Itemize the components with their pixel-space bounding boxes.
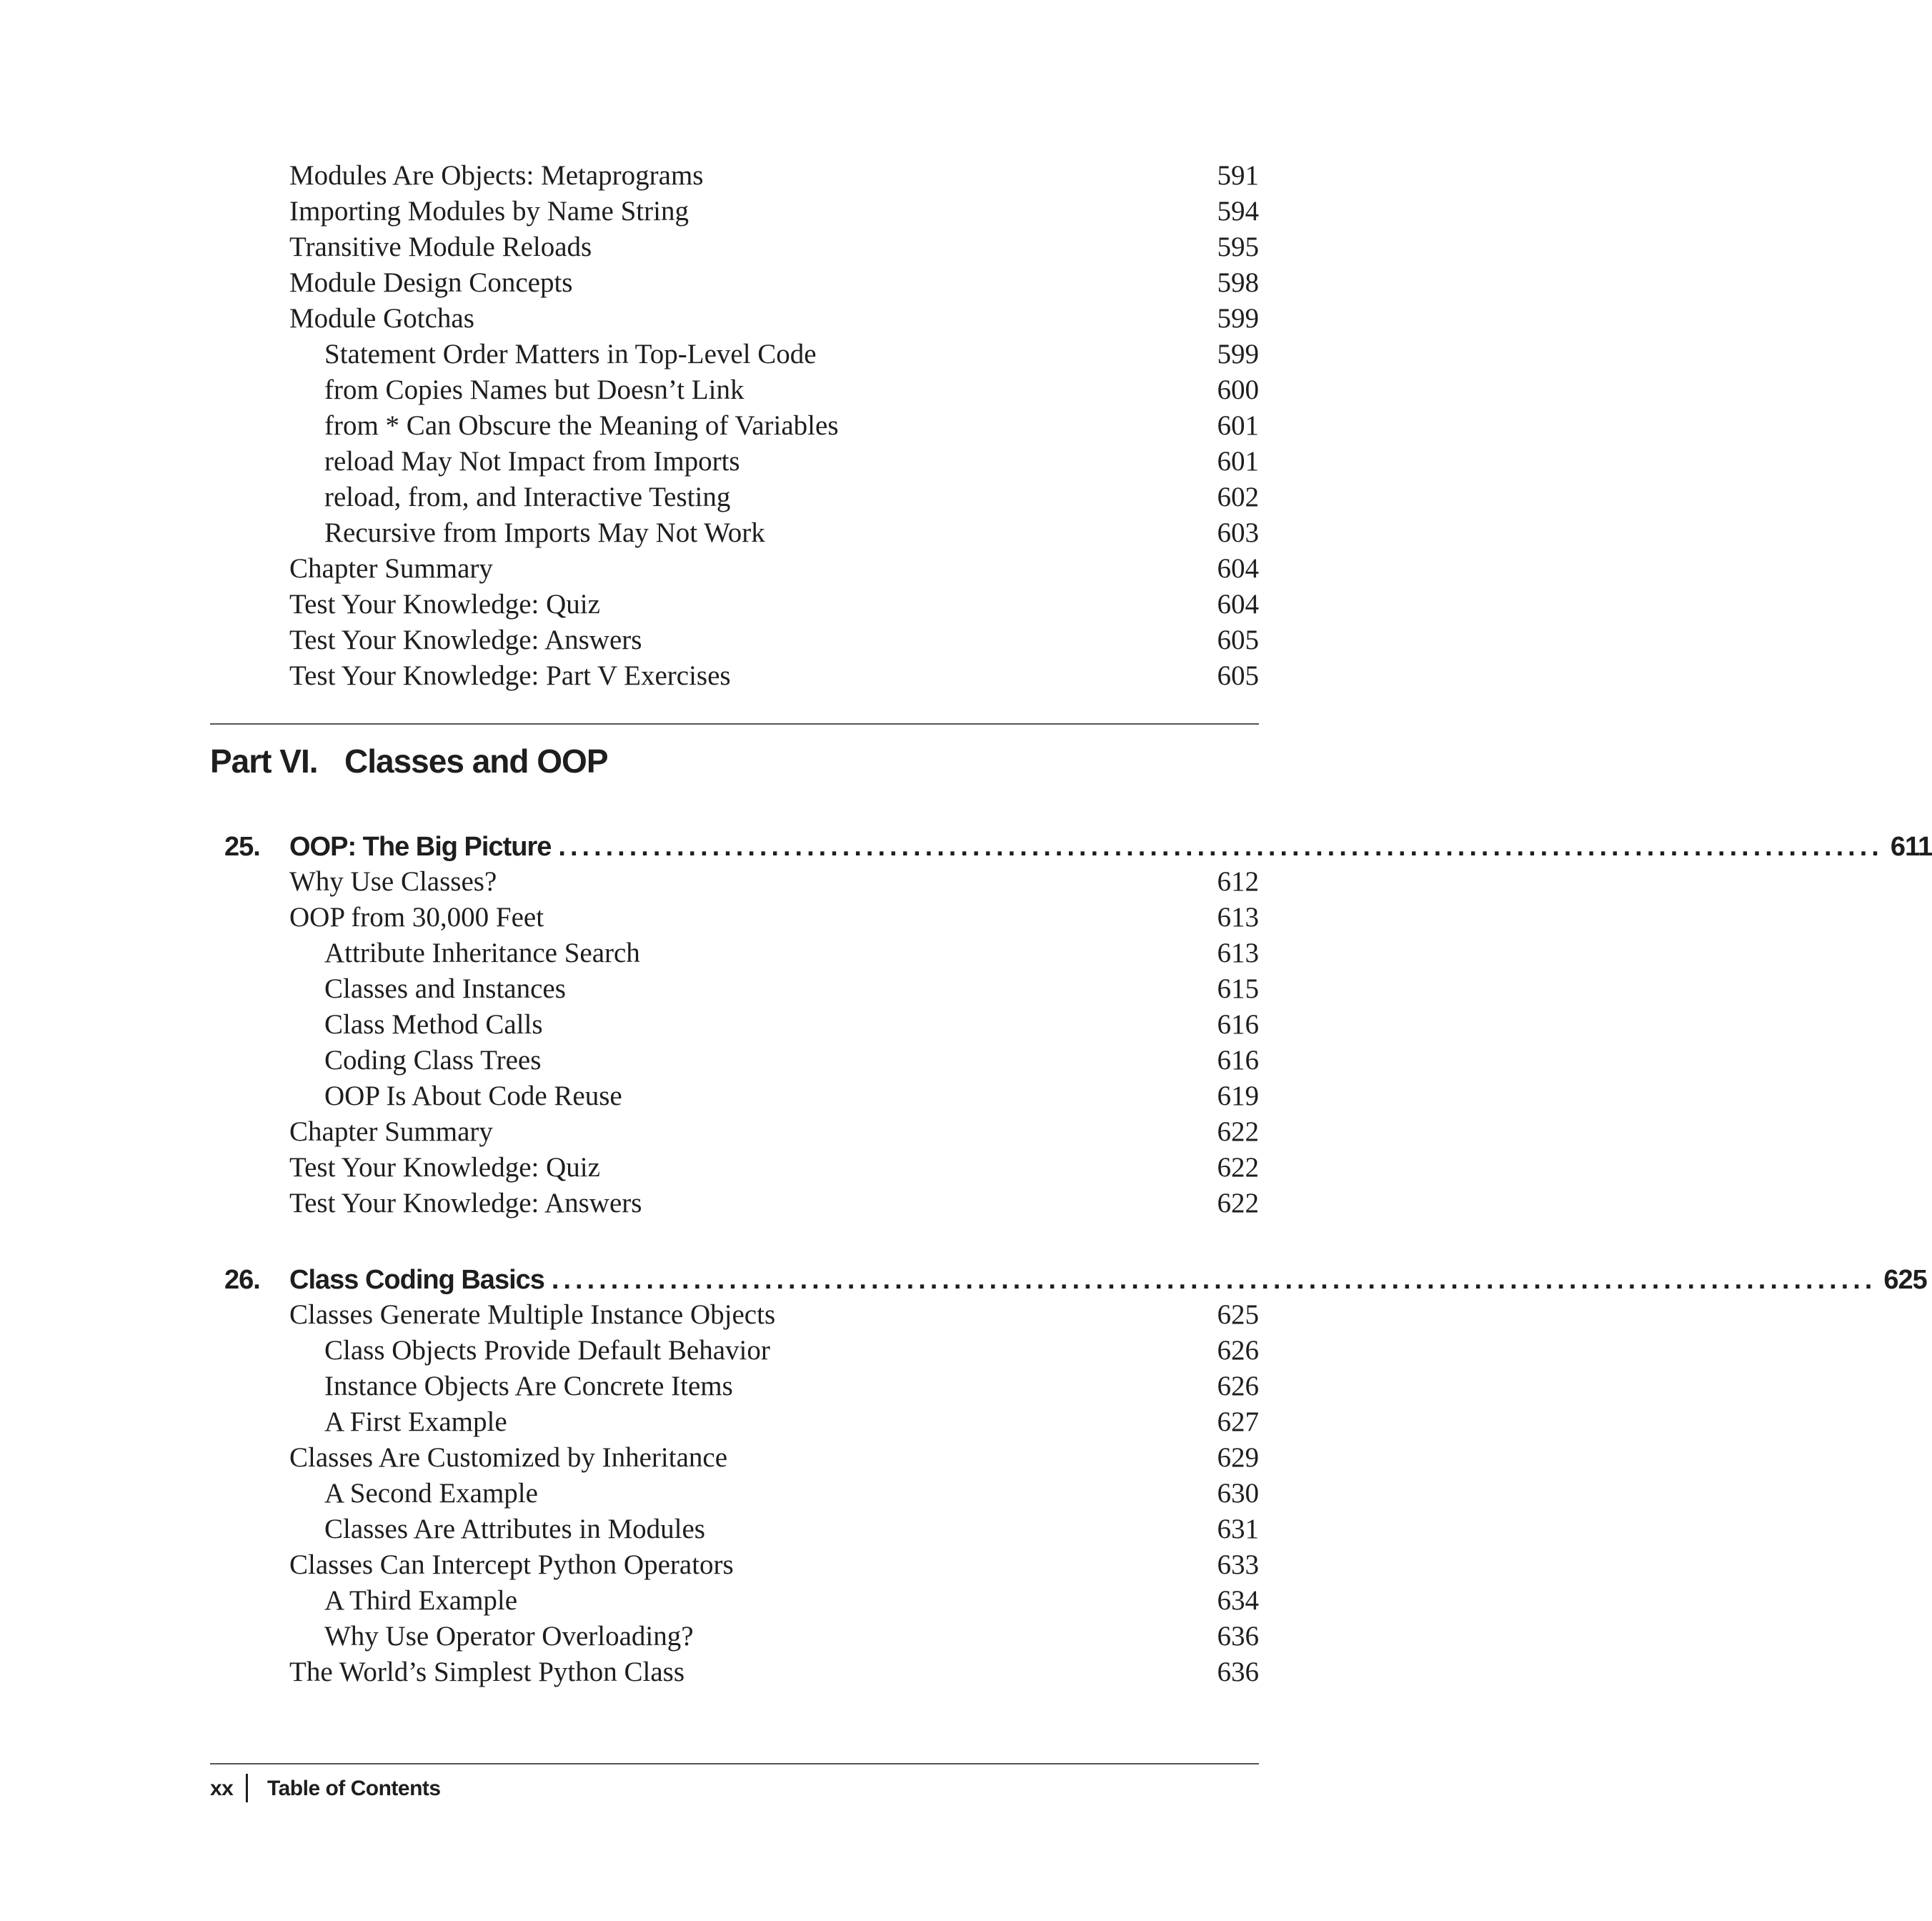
toc-entry[interactable] [289,1297,1259,1333]
page-folio: xx [210,1777,234,1800]
toc-entry-page: 622 [1217,1116,1259,1147]
toc-entry-title: Coding Class Trees [324,1045,542,1076]
toc-entry-page: 625 [1217,1299,1259,1330]
toc-entry-page: 627 [1217,1406,1259,1437]
toc-entry-page: 613 [1217,938,1259,968]
toc-entry-title: Classes Can Intercept Python Operators [289,1549,734,1580]
toc-entry-page: 605 [1217,625,1259,655]
running-title: Table of Contents [267,1777,441,1800]
toc-entry-title: A Second Example [324,1478,538,1509]
toc-entry-page: 602 [1217,482,1259,512]
toc-entry-title: OOP Is About Code Reuse [324,1081,622,1111]
toc-entry-title: reload, from, and Interactive Testing [324,482,731,512]
toc-entry-page: 598 [1217,267,1259,298]
toc-entry-page: 599 [1217,303,1259,334]
toc-subentry[interactable] [324,971,1259,1007]
toc-entry-page: 626 [1217,1335,1259,1366]
toc-entry-page: 600 [1217,374,1259,405]
toc-entry-page: 616 [1217,1045,1259,1076]
toc-entry-title: Class Method Calls [324,1009,543,1040]
toc-entry-title: Module Design Concepts [289,267,573,298]
toc-entry[interactable] [289,1547,1259,1583]
toc-entry-page: 604 [1217,553,1259,584]
toc-entry-title: The World’s Simplest Python Class [289,1657,685,1687]
toc-entry-page: 591 [1217,160,1259,191]
chapter-heading-25[interactable] [210,827,1932,867]
toc-entry-title: Classes and Instances [324,973,566,1004]
toc-entry-page: 616 [1217,1009,1259,1040]
chapter-page: 625 [1883,1265,1927,1295]
toc-entry-title: Transitive Module Reloads [289,232,592,262]
toc-entry[interactable] [289,265,1259,301]
chapter-heading-26[interactable] [210,1260,1927,1300]
toc-subentry[interactable] [324,515,1259,551]
toc-entry-page: 603 [1217,517,1259,548]
toc-entry[interactable] [289,864,1259,900]
toc-entry[interactable] [289,158,1259,194]
toc-entry-title: OOP from 30,000 Feet [289,902,544,933]
toc-entry[interactable] [289,229,1259,265]
toc-entry[interactable] [289,622,1259,658]
toc-entry-page: 599 [1217,339,1259,369]
toc-subentry[interactable] [324,444,1259,480]
chapter-title: Class Coding Basics [289,1265,544,1295]
toc-entry-title: Recursive from Imports May Not Work [324,517,765,548]
toc-entry-title: Module Gotchas [289,303,474,334]
toc-entry[interactable] [289,900,1259,935]
toc-entry-title: Why Use Classes? [289,866,497,897]
toc-entry-page: 601 [1217,446,1259,477]
toc-subentry[interactable] [324,408,1259,444]
toc-subentry[interactable] [324,1333,1259,1369]
toc-subentry[interactable] [324,1043,1259,1078]
dot-leader: ................................................................................................................ [551,1265,1877,1295]
toc-entry-title: from Copies Names but Doesn’t Link [324,374,745,405]
toc-entry-page: 631 [1217,1514,1259,1544]
chapter-number: 26. [224,1265,260,1295]
part-label: Part VI. [210,743,318,780]
toc-entry-page: 615 [1217,973,1259,1004]
toc-subentry[interactable] [324,1404,1259,1440]
toc-entry-page: 594 [1217,196,1259,227]
toc-entry-page: 634 [1217,1585,1259,1616]
toc-entry[interactable] [289,301,1259,337]
toc-entry-page: 636 [1217,1657,1259,1687]
dot-leader: ................................................................................................................ [558,832,1883,862]
toc-entry-page: 622 [1217,1152,1259,1183]
toc-entry-title: Class Objects Provide Default Behavior [324,1335,770,1366]
toc-entry-page: 601 [1217,410,1259,441]
toc-entry-page: 619 [1217,1081,1259,1111]
toc-subentry[interactable] [324,1583,1259,1619]
toc-entry[interactable] [289,1654,1259,1690]
toc-entry-page: 604 [1217,589,1259,620]
toc-subentry[interactable] [324,337,1259,372]
toc-entry-page: 626 [1217,1371,1259,1401]
toc-entry-title: Test Your Knowledge: Quiz [289,589,600,620]
toc-entry-page: 633 [1217,1549,1259,1580]
toc-entry-page: 595 [1217,232,1259,262]
toc-entry[interactable] [289,1114,1259,1150]
toc-entry-title: Importing Modules by Name String [289,196,689,227]
toc-subentry[interactable] [324,1078,1259,1114]
toc-entry-page: 636 [1217,1621,1259,1652]
chapter-page: 611 [1890,832,1932,862]
toc-entry-title: Classes Generate Multiple Instance Objects [289,1299,776,1330]
toc-subentry[interactable] [324,1007,1259,1043]
toc-entry-page: 622 [1217,1188,1259,1218]
toc-entry-page: 629 [1217,1442,1259,1473]
toc-entry[interactable] [289,551,1259,587]
toc-subentry[interactable] [324,1512,1259,1547]
toc-subentry[interactable] [324,1619,1259,1654]
toc-entry-page: 612 [1217,866,1259,897]
toc-entry[interactable] [289,194,1259,229]
footer-divider [210,1763,1259,1764]
toc-entry-title: Why Use Operator Overloading? [324,1621,694,1652]
toc-entry-title: Test Your Knowledge: Answers [289,625,642,655]
chapter-title: OOP: The Big Picture [289,832,552,862]
toc-entry-page: 630 [1217,1478,1259,1509]
toc-entry-title: Classes Are Attributes in Modules [324,1514,705,1544]
toc-entry-title: from * Can Obscure the Meaning of Variables [324,410,839,441]
toc-entry[interactable] [289,1186,1259,1221]
toc-entry-title: Modules Are Objects: Metaprograms [289,160,704,191]
toc-entry[interactable] [289,1440,1259,1476]
toc-entry-title: Test Your Knowledge: Quiz [289,1152,600,1183]
toc-entry-title: Instance Objects Are Concrete Items [324,1371,733,1401]
toc-entry-title: Chapter Summary [289,1116,493,1147]
chapter-number: 25. [224,832,260,862]
toc-entry-page: 605 [1217,660,1259,691]
toc-entry-title: A First Example [324,1406,507,1437]
toc-entry-title: Statement Order Matters in Top-Level Code [324,339,817,369]
footer-separator [246,1774,248,1802]
toc-subentry[interactable] [324,1476,1259,1512]
toc-entry-title: reload May Not Impact from Imports [324,446,740,477]
toc-entry-title: Classes Are Customized by Inheritance [289,1442,728,1473]
toc-entry-title: Test Your Knowledge: Part V Exercises [289,660,731,691]
toc-entry-title: A Third Example [324,1585,518,1616]
toc-entry[interactable] [289,1150,1259,1186]
toc-entry[interactable] [289,658,1259,694]
toc-subentry[interactable] [324,935,1259,971]
toc-entry-title: Attribute Inheritance Search [324,938,640,968]
toc-subentry[interactable] [324,372,1259,408]
toc-entry-page: 613 [1217,902,1259,933]
toc-entry-title: Test Your Knowledge: Answers [289,1188,642,1218]
toc-subentry[interactable] [324,480,1259,515]
part-divider [210,723,1259,725]
toc-entry-title: Chapter Summary [289,553,493,584]
toc-subentry[interactable] [324,1369,1259,1404]
toc-entry[interactable] [289,587,1259,622]
part-title: Classes and OOP [344,743,608,780]
